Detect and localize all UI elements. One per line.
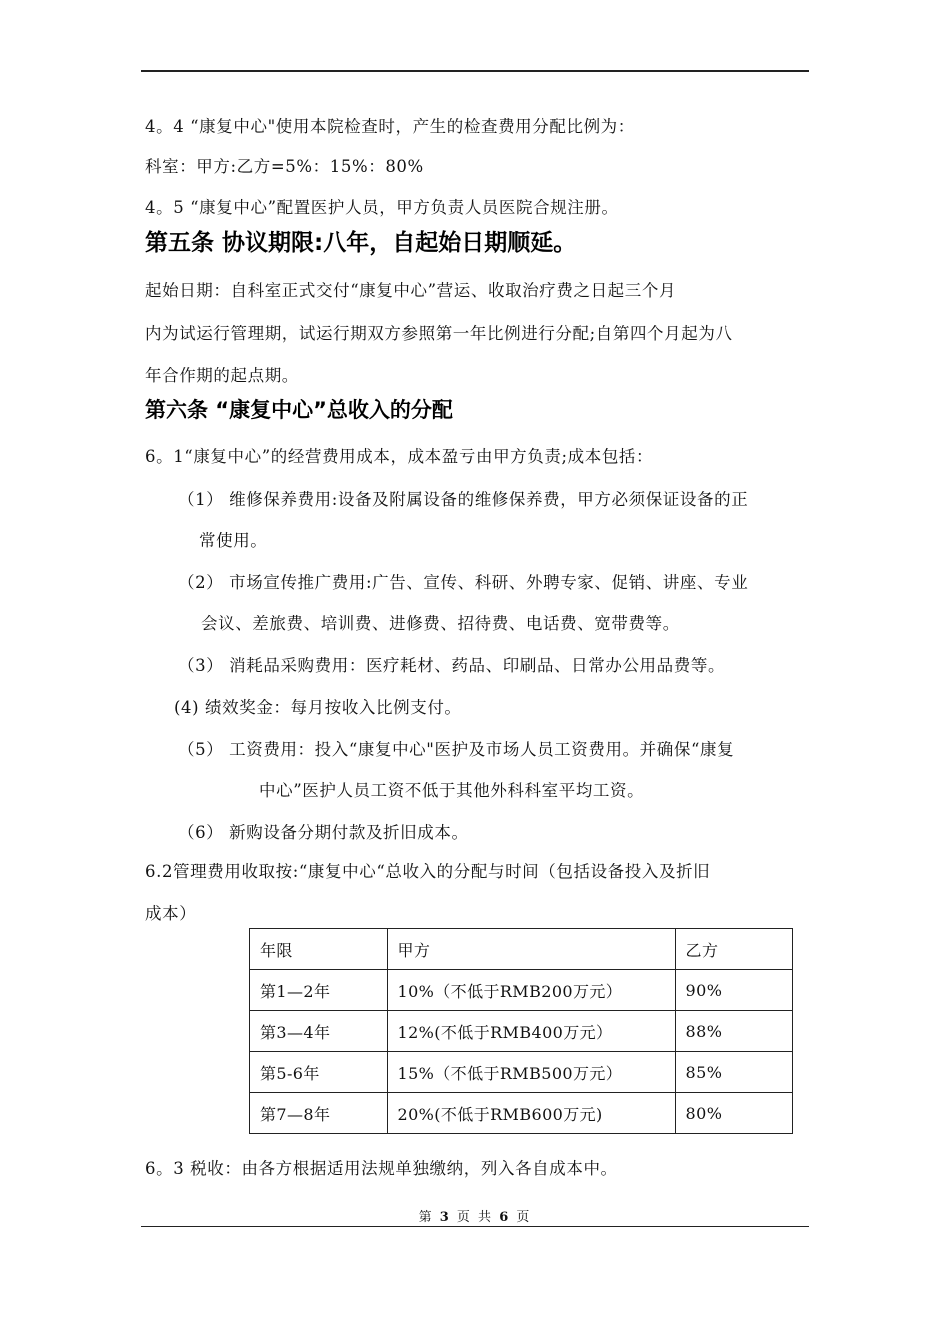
cost-item-2-line-2: 会议、差旅费、培训费、进修费、招待费、电话费、宽带费等。 (201, 614, 680, 633)
table-cell: 12%(不低于RMB400万元） (387, 1011, 675, 1052)
cost-item-5-line-1: （5） 工资费用：投入“康复中心"医护及市场人员工资费用。并确保“康复 (178, 740, 735, 759)
article-5-para-line-2: 内为试运行管理期，试运行期双方参照第一年比例进行分配;自第四个月起为八 (145, 324, 733, 343)
table-cell: 第5-6年 (250, 1052, 388, 1093)
table-cell: 第3—4年 (250, 1011, 388, 1052)
footer-suffix: 页 (516, 1210, 532, 1225)
cost-item-1-line-2: 常使用。 (199, 531, 268, 550)
article-5-para-line-1: 起始日期：自科室正式交付“康复中心”营运、收取治疗费之日起三个月 (145, 281, 677, 300)
clause-6-1: 6。1“康复中心”的经营费用成本，成本盈亏由甲方负责;成本包括： (145, 447, 654, 466)
table-cell: 15%（不低于RMB500万元） (387, 1052, 675, 1093)
table-cell: 88% (675, 1011, 792, 1052)
page-footer (0, 1210, 950, 1226)
cost-item-5-line-2: 中心”医护人员工资不低于其他外科科室平均工资。 (259, 781, 645, 800)
table-cell: 90% (675, 970, 792, 1011)
table-row (250, 1093, 793, 1134)
table-header-row (250, 929, 793, 970)
clause-4-5: 4。5 “康复中心”配置医护人员，甲方负责人员医院合规注册。 (145, 198, 619, 217)
cost-item-4: (4) 绩效奖金：每月按收入比例支付。 (174, 698, 462, 717)
table-cell: 20%(不低于RMB600万元) (387, 1093, 675, 1134)
cost-item-3: （3） 消耗品采购费用：医疗耗材、药品、印刷品、日常办公用品费等。 (178, 656, 726, 675)
table-cell: 第7—8年 (250, 1093, 388, 1134)
clause-4-4-ratio: 科室：甲方:乙方=5%：15%：80% (145, 157, 424, 176)
cost-item-6: （6） 新购设备分期付款及折旧成本。 (178, 823, 469, 842)
footer-middle: 页 共 (456, 1210, 494, 1225)
cost-item-1-line-1: （1） 维修保养费用:设备及附属设备的维修保养费，甲方必须保证设备的正 (178, 490, 749, 509)
table-row (250, 970, 793, 1011)
fee-distribution-table (249, 928, 793, 1134)
clause-6-2-line-2: 成本） (145, 904, 197, 923)
table-cell: 10%（不低于RMB200万元） (387, 970, 675, 1011)
article-5-para-line-3: 年合作期的起点期。 (145, 366, 299, 385)
footer-rule (141, 1226, 809, 1227)
table-row (250, 1011, 793, 1052)
table-cell: 80% (675, 1093, 792, 1134)
total-page-count: 6 (499, 1210, 511, 1225)
header-cell-term: 年限 (250, 929, 388, 970)
header-cell-party-b: 乙方 (675, 929, 792, 970)
clause-4-4: 4。4 “康复中心"使用本院检查时，产生的检查费用分配比例为： (145, 117, 635, 136)
header-cell-party-a: 甲方 (387, 929, 675, 970)
table-cell: 85% (675, 1052, 792, 1093)
table-row (250, 1052, 793, 1093)
article-6-heading: 第六条 “康复中心”总收入的分配 (145, 398, 453, 422)
article-5-heading: 第五条 协议期限:八年，自起始日期顺延。 (145, 230, 577, 256)
current-page-number: 3 (439, 1210, 451, 1225)
clause-6-2-line-1: 6.2管理费用收取按:“康复中心“总收入的分配与时间（包括设备投入及折旧 (145, 862, 711, 881)
cost-item-2-line-1: （2） 市场宣传推广费用:广告、宣传、科研、外聘专家、促销、讲座、专业 (178, 573, 749, 592)
header-rule (141, 70, 809, 72)
footer-prefix: 第 (418, 1210, 434, 1225)
table-cell: 第1—2年 (250, 970, 388, 1011)
clause-6-3: 6。3 税收：由各方根据适用法规单独缴纳，列入各自成本中。 (145, 1159, 618, 1178)
